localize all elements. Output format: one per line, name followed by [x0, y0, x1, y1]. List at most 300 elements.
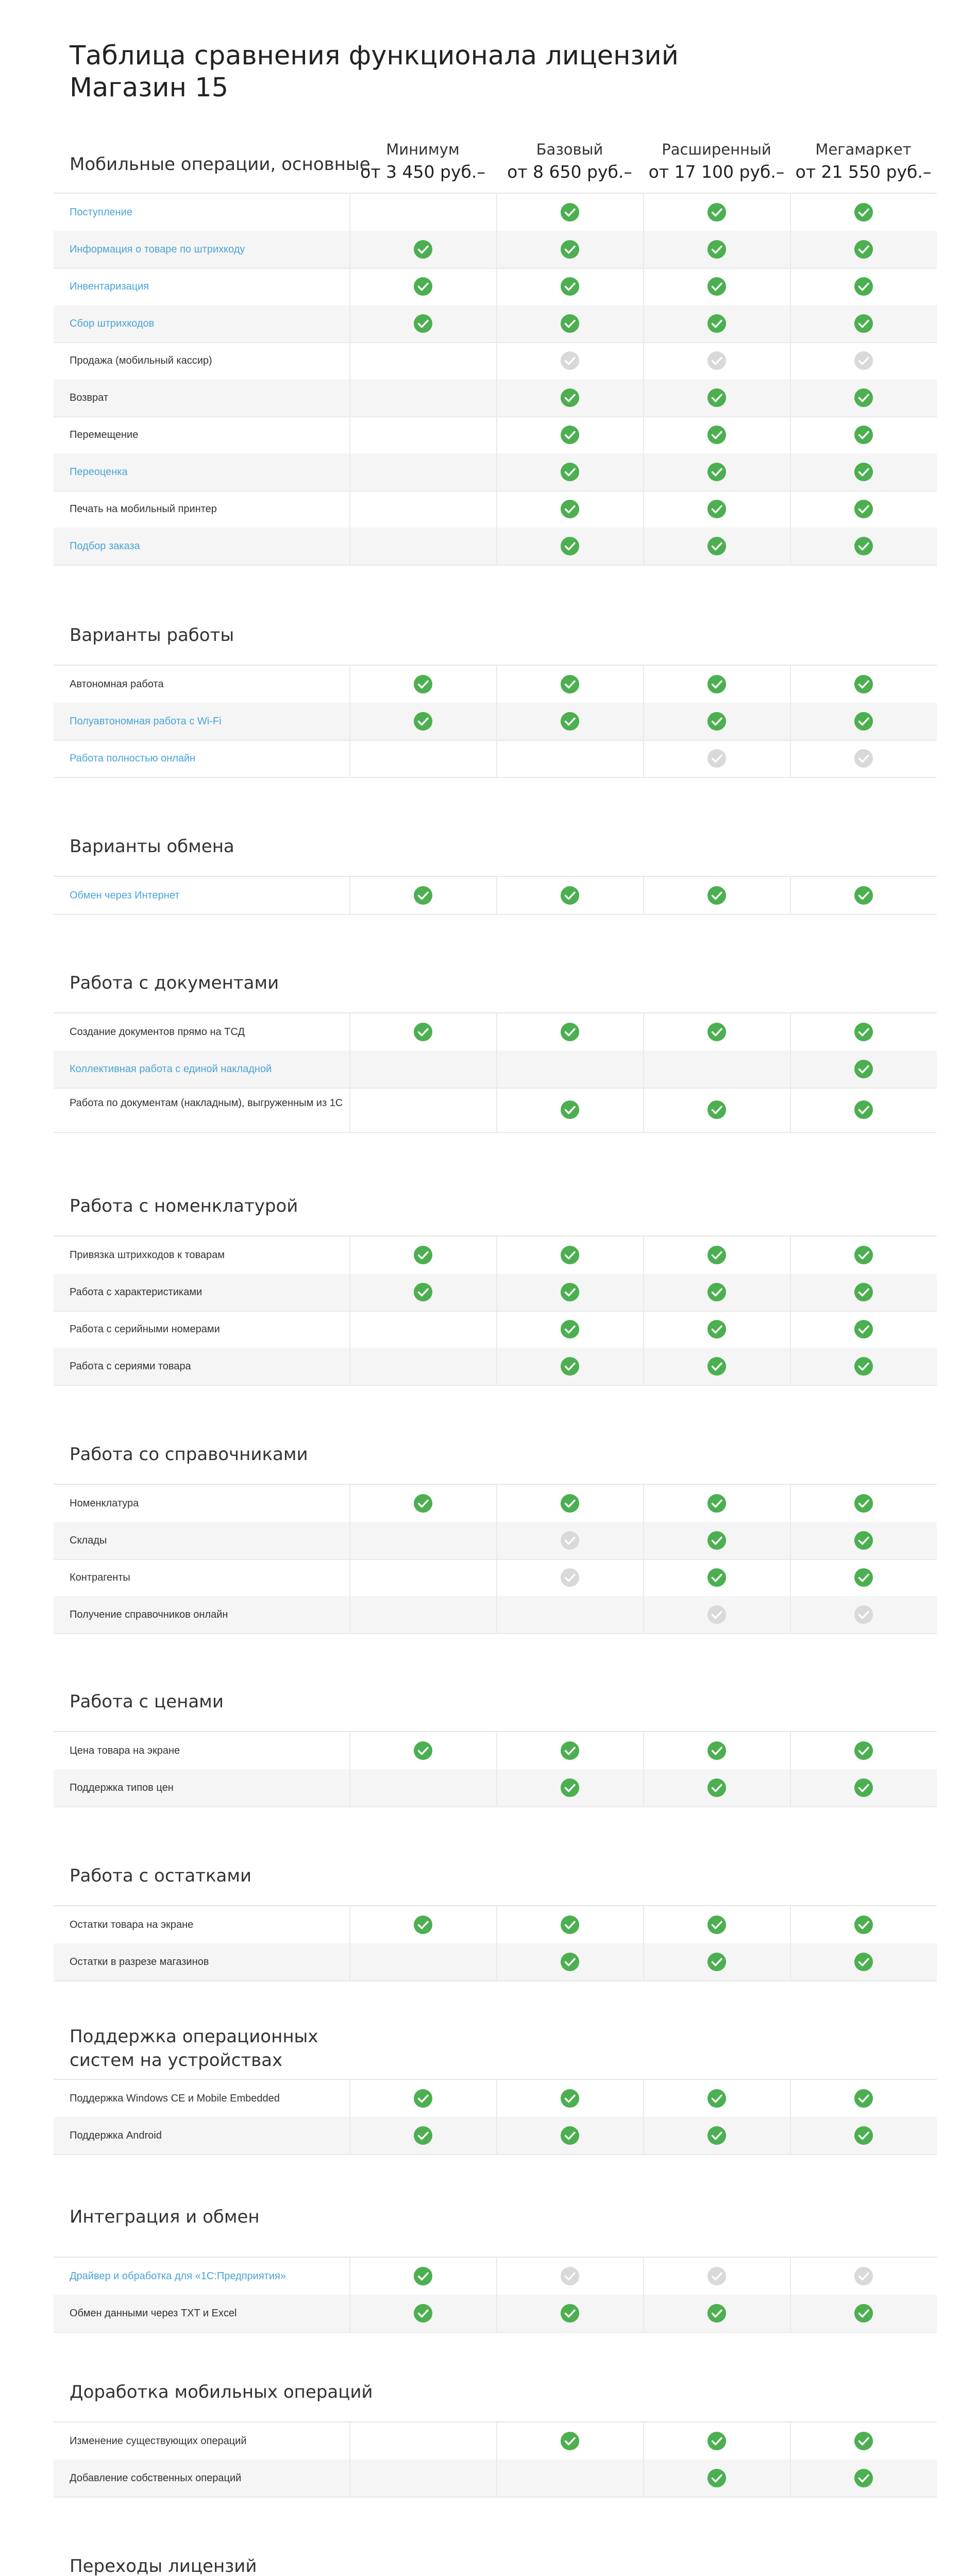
- plan-cell: [349, 1050, 496, 1088]
- table-row: [54, 1050, 937, 1089]
- plan-cell: [496, 194, 643, 231]
- feature-label: Работа с характеристиками: [70, 1286, 203, 1298]
- plan-cell: [496, 231, 643, 268]
- plan-cell: [643, 528, 790, 565]
- check-included-icon: [707, 711, 727, 731]
- check-included-icon: [707, 240, 727, 259]
- plan-price: от 8 650 руб.–: [507, 162, 632, 182]
- section-table: [54, 876, 937, 914]
- plan-cell: [349, 2460, 496, 2497]
- table-row: [54, 1088, 937, 1133]
- feature-label: Контрагенты: [70, 1572, 130, 1583]
- plan-cell: [349, 2422, 496, 2460]
- plan-cell: [643, 1732, 790, 1769]
- plan-cell: [790, 666, 937, 703]
- plan-cell: [643, 2117, 790, 2154]
- feature-label: Номенклатура: [70, 1498, 139, 1509]
- plan-cell: [790, 877, 937, 914]
- plan-cell: [643, 1906, 790, 1943]
- plan-cell: [496, 1522, 643, 1559]
- check-included-icon: [854, 1915, 873, 1935]
- table-row: [54, 1013, 937, 1052]
- feature-label: Обмен данными через TXT и Excel: [70, 2308, 237, 2319]
- check-included-icon: [854, 1741, 873, 1760]
- plan-cell: [790, 1596, 937, 1633]
- plan-cell: [643, 1050, 790, 1088]
- check-included-icon: [413, 1245, 433, 1265]
- check-included-icon: [707, 1778, 727, 1798]
- check-optional-icon: [854, 1605, 873, 1624]
- plan-cell: [496, 453, 643, 490]
- check-included-icon: [560, 1282, 580, 1302]
- check-included-icon: [707, 886, 727, 905]
- feature-link[interactable]: Работа полностью онлайн: [70, 753, 196, 764]
- plan-cell: [349, 703, 496, 740]
- plan-price: от 3 450 руб.–: [360, 162, 485, 182]
- check-included-icon: [854, 1022, 873, 1042]
- plan-cell: [496, 1050, 643, 1088]
- table-row: [54, 2295, 937, 2333]
- check-included-icon: [707, 277, 727, 296]
- plan-extended: [643, 139, 790, 184]
- table-row: [54, 1311, 937, 1349]
- check-included-icon: [560, 462, 580, 482]
- plan-cell: [643, 2080, 790, 2117]
- plan-cell: [349, 2080, 496, 2117]
- check-included-icon: [707, 1282, 727, 1302]
- plan-cell: [790, 342, 937, 379]
- plan-cell: [496, 2117, 643, 2154]
- plan-cell: [643, 1274, 790, 1311]
- check-optional-icon: [560, 1568, 580, 1587]
- plan-cell: [496, 1088, 643, 1132]
- check-included-icon: [854, 1059, 873, 1079]
- plan-cell: [790, 1485, 937, 1522]
- plan-cell: [643, 1596, 790, 1633]
- plan-cell: [496, 379, 643, 416]
- section-title: Работа с документами: [70, 973, 279, 993]
- section-table: [54, 193, 937, 565]
- plan-cell: [349, 305, 496, 342]
- plan-cell: [643, 416, 790, 453]
- table-row: [54, 740, 937, 778]
- table-row: [54, 194, 937, 232]
- check-optional-icon: [854, 749, 873, 768]
- section-title: Интеграция и обмен: [70, 2207, 260, 2227]
- section-title: Мобильные операции, основные: [70, 154, 370, 175]
- check-included-icon: [560, 1915, 580, 1935]
- section-table: [54, 1905, 937, 1980]
- feature-label: Работа с сериями товара: [70, 1361, 191, 1372]
- plan-cell: [643, 305, 790, 342]
- check-included-icon: [854, 711, 873, 731]
- check-included-icon: [707, 1952, 727, 1972]
- table-row: [54, 1906, 937, 1944]
- plan-cell: [349, 1013, 496, 1050]
- plan-cell: [643, 342, 790, 379]
- feature-link[interactable]: Подбор заказа: [70, 540, 140, 552]
- check-included-icon: [854, 388, 873, 408]
- check-included-icon: [707, 462, 727, 482]
- plan-cell: [790, 231, 937, 268]
- plan-cell: [496, 305, 643, 342]
- check-included-icon: [854, 277, 873, 296]
- table-row: [54, 877, 937, 915]
- plan-cell: [790, 1236, 937, 1274]
- table-row: [54, 2422, 937, 2461]
- feature-link[interactable]: Обмен через Интернет: [70, 890, 180, 901]
- plan-cell: [496, 2080, 643, 2117]
- check-included-icon: [707, 1531, 727, 1550]
- plan-cell: [349, 1236, 496, 1274]
- plan-cell: [496, 1311, 643, 1348]
- check-included-icon: [413, 1022, 433, 1042]
- check-included-icon: [854, 1568, 873, 1587]
- plan-cell: [643, 1348, 790, 1385]
- plan-cell: [643, 1236, 790, 1274]
- plan-cell: [790, 1769, 937, 1806]
- plan-cell: [349, 1274, 496, 1311]
- feature-label: Поддержка Windows CE и Mobile Embedded: [70, 2093, 280, 2104]
- plan-cell: [349, 1559, 496, 1596]
- plan-cell: [349, 1088, 496, 1132]
- table-row: [54, 2258, 937, 2296]
- plan-cell: [643, 1943, 790, 1980]
- check-included-icon: [707, 1245, 727, 1265]
- check-included-icon: [854, 1494, 873, 1513]
- feature-label: Изменение существующих операций: [70, 2435, 247, 2447]
- plan-cell: [349, 490, 496, 528]
- check-included-icon: [413, 1741, 433, 1760]
- plan-cell: [349, 231, 496, 268]
- check-included-icon: [560, 711, 580, 731]
- plan-cell: [643, 1013, 790, 1050]
- plan-cell: [790, 703, 937, 740]
- check-included-icon: [707, 536, 727, 556]
- table-row: [54, 2080, 937, 2118]
- plan-cell: [790, 2295, 937, 2332]
- check-included-icon: [707, 388, 727, 408]
- table-row: [54, 416, 937, 454]
- feature-link[interactable]: Драйвер и обработка для «1С:Предприятия»: [70, 2270, 286, 2282]
- plan-cell: [496, 1732, 643, 1769]
- check-included-icon: [707, 1100, 727, 1120]
- plan-cell: [790, 2422, 937, 2460]
- section-table: [54, 1731, 937, 1806]
- feature-label: Поддержка Android: [70, 2130, 162, 2141]
- section-title: Работа с ценами: [70, 1691, 224, 1712]
- check-included-icon: [707, 2126, 727, 2145]
- plan-cell: [496, 740, 643, 777]
- plan-cell: [790, 740, 937, 777]
- table-row: [54, 1732, 937, 1770]
- plan-cell: [790, 2080, 937, 2117]
- check-included-icon: [854, 1245, 873, 1265]
- plan-cell: [496, 1943, 643, 1980]
- feature-link[interactable]: Инвентаризация: [70, 281, 149, 292]
- check-included-icon: [854, 1319, 873, 1339]
- section-title: Поддержка операционных систем на устройствах: [70, 2026, 318, 2071]
- check-included-icon: [854, 240, 873, 259]
- section-table: [54, 2257, 937, 2332]
- feature-label: Работа по документам (накладным), выгруженным из 1С: [70, 1097, 343, 1109]
- feature-label: Цена товара на экране: [70, 1745, 180, 1756]
- section-table: [54, 1012, 937, 1132]
- plan-cell: [643, 1485, 790, 1522]
- section-table: [54, 2421, 937, 2497]
- feature-label: Склады: [70, 1535, 107, 1546]
- plan-cell: [643, 1559, 790, 1596]
- check-included-icon: [854, 425, 873, 445]
- section-title: Работа с остатками: [70, 1866, 252, 1886]
- check-included-icon: [560, 314, 580, 333]
- check-included-icon: [854, 1357, 873, 1376]
- check-included-icon: [560, 277, 580, 296]
- check-included-icon: [560, 2303, 580, 2323]
- feature-link[interactable]: Информация о товаре по штрихкоду: [70, 244, 245, 255]
- check-included-icon: [560, 674, 580, 694]
- feature-link[interactable]: Поступление: [70, 207, 132, 218]
- check-included-icon: [560, 1319, 580, 1339]
- plan-minimum: [349, 139, 496, 184]
- check-optional-icon: [707, 749, 727, 768]
- check-included-icon: [707, 1319, 727, 1339]
- plan-cell: [349, 666, 496, 703]
- check-optional-icon: [560, 2266, 580, 2286]
- feature-label: Продажа (мобильный кассир): [70, 355, 212, 366]
- check-included-icon: [560, 1741, 580, 1760]
- check-included-icon: [854, 886, 873, 905]
- check-included-icon: [560, 499, 580, 519]
- check-included-icon: [707, 2089, 727, 2108]
- check-included-icon: [707, 314, 727, 333]
- plan-cell: [349, 2258, 496, 2295]
- plan-cell: [790, 2460, 937, 2497]
- check-optional-icon: [854, 2266, 873, 2286]
- table-row: [54, 703, 937, 741]
- plan-cell: [643, 1522, 790, 1559]
- plan-cell: [349, 342, 496, 379]
- title-line-1: Таблица сравнения функционала лицензий: [70, 41, 679, 71]
- check-included-icon: [413, 711, 433, 731]
- plan-cell: [349, 740, 496, 777]
- feature-label: Возврат: [70, 392, 108, 403]
- check-optional-icon: [707, 351, 727, 370]
- check-included-icon: [707, 1022, 727, 1042]
- check-included-icon: [560, 536, 580, 556]
- check-included-icon: [854, 2431, 873, 2451]
- check-included-icon: [854, 499, 873, 519]
- plan-cell: [349, 1906, 496, 1943]
- plan-name: Мегамаркет: [815, 141, 912, 158]
- plan-cell: [790, 1050, 937, 1088]
- plan-cell: [496, 416, 643, 453]
- plan-basic: [496, 139, 643, 184]
- check-included-icon: [707, 1915, 727, 1935]
- plan-cell: [790, 1559, 937, 1596]
- table-row: [54, 453, 937, 492]
- plan-cell: [790, 453, 937, 490]
- check-included-icon: [707, 2303, 727, 2323]
- plan-cell: [790, 194, 937, 231]
- section-title: Работа с номенклатурой: [70, 1196, 298, 1216]
- plan-cell: [790, 416, 937, 453]
- plan-cell: [496, 703, 643, 740]
- section-title: Работа со справочниками: [70, 1444, 308, 1465]
- check-included-icon: [413, 2126, 433, 2145]
- section-table: [54, 665, 937, 777]
- plan-cell: [496, 1596, 643, 1633]
- section-title: Переходы лицензий: [70, 2556, 257, 2576]
- plan-cell: [496, 1348, 643, 1385]
- feature-label: Печать на мобильный принтер: [70, 503, 217, 515]
- check-included-icon: [413, 314, 433, 333]
- page-title: [70, 40, 679, 104]
- check-included-icon: [560, 2126, 580, 2145]
- check-included-icon: [707, 202, 727, 222]
- feature-label: Работа с серийными номерами: [70, 1324, 220, 1335]
- check-included-icon: [854, 462, 873, 482]
- plan-cell: [790, 1348, 937, 1385]
- check-included-icon: [560, 886, 580, 905]
- check-included-icon: [707, 674, 727, 694]
- feature-label: Перемещение: [70, 429, 139, 440]
- check-included-icon: [413, 1282, 433, 1302]
- table-row: [54, 231, 937, 269]
- check-included-icon: [854, 2303, 873, 2323]
- plan-cell: [349, 1311, 496, 1348]
- plan-cell: [496, 2422, 643, 2460]
- check-included-icon: [707, 1568, 727, 1587]
- feature-label: Привязка штрихкодов к товарам: [70, 1249, 225, 1261]
- plan-cell: [643, 2460, 790, 2497]
- plan-cell: [349, 1596, 496, 1633]
- plan-cell: [790, 1906, 937, 1943]
- plan-cell: [496, 268, 643, 305]
- plan-cell: [496, 490, 643, 528]
- plan-cell: [496, 1769, 643, 1806]
- plan-name: Минимум: [386, 141, 460, 158]
- plan-cell: [349, 1732, 496, 1769]
- feature-label: Создание документов прямо на ТСД: [70, 1026, 245, 1038]
- check-included-icon: [413, 1494, 433, 1513]
- check-included-icon: [560, 240, 580, 259]
- check-included-icon: [854, 314, 873, 333]
- section-title: Варианты работы: [70, 625, 234, 646]
- plan-cell: [349, 877, 496, 914]
- plan-cell: [349, 1522, 496, 1559]
- table-row: [54, 1274, 937, 1312]
- section-title: Доработка мобильных операций: [70, 2382, 373, 2402]
- check-included-icon: [854, 2468, 873, 2488]
- check-optional-icon: [560, 1531, 580, 1550]
- plan-cell: [643, 268, 790, 305]
- check-included-icon: [560, 388, 580, 408]
- plan-cell: [496, 1906, 643, 1943]
- plan-cell: [349, 1348, 496, 1385]
- plan-cell: [643, 666, 790, 703]
- plan-cell: [643, 453, 790, 490]
- feature-link[interactable]: Переоценка: [70, 466, 128, 478]
- table-row: [54, 2117, 937, 2155]
- check-included-icon: [560, 2089, 580, 2108]
- plan-cell: [349, 268, 496, 305]
- plan-cell: [790, 1013, 937, 1050]
- check-included-icon: [854, 674, 873, 694]
- check-included-icon: [854, 1952, 873, 1972]
- check-included-icon: [707, 2431, 727, 2451]
- check-included-icon: [707, 425, 727, 445]
- table-row: [54, 490, 937, 529]
- table-row: [54, 379, 937, 417]
- plan-cell: [496, 528, 643, 565]
- check-included-icon: [560, 1778, 580, 1798]
- plan-cell: [496, 1274, 643, 1311]
- plan-price: от 21 550 руб.–: [795, 162, 932, 182]
- plan-cell: [790, 1943, 937, 1980]
- table-row: [54, 1522, 937, 1560]
- plan-cell: [496, 2295, 643, 2332]
- plan-cell: [349, 1943, 496, 1980]
- plan-price: от 17 100 руб.–: [648, 162, 785, 182]
- plan-cell: [349, 1485, 496, 1522]
- plan-cell: [349, 379, 496, 416]
- table-row: [54, 2460, 937, 2498]
- plan-megamarket: [790, 139, 937, 184]
- feature-link[interactable]: Сбор штрихкодов: [70, 318, 155, 329]
- plan-cell: [496, 2258, 643, 2295]
- plan-cell: [790, 305, 937, 342]
- check-optional-icon: [560, 351, 580, 370]
- check-included-icon: [560, 2431, 580, 2451]
- table-row: [54, 305, 937, 343]
- section-table: [54, 1235, 937, 1385]
- check-included-icon: [560, 1357, 580, 1376]
- check-included-icon: [854, 536, 873, 556]
- plan-cell: [496, 1559, 643, 1596]
- plan-name: Расширенный: [662, 141, 771, 158]
- check-included-icon: [413, 886, 433, 905]
- plan-cell: [790, 379, 937, 416]
- plan-cell: [643, 379, 790, 416]
- plan-cell: [790, 490, 937, 528]
- table-row: [54, 268, 937, 306]
- table-row: [54, 1236, 937, 1275]
- check-included-icon: [707, 2468, 727, 2488]
- check-included-icon: [560, 1100, 580, 1120]
- plan-cell: [349, 1769, 496, 1806]
- feature-link[interactable]: Полуавтономная работа с Wi-Fi: [70, 716, 222, 727]
- plan-cell: [790, 268, 937, 305]
- plan-cell: [790, 528, 937, 565]
- check-included-icon: [413, 2303, 433, 2323]
- table-row: [54, 1348, 937, 1386]
- plan-header: [349, 139, 937, 191]
- plan-cell: [790, 1522, 937, 1559]
- table-row: [54, 342, 937, 380]
- plan-cell: [643, 490, 790, 528]
- check-included-icon: [560, 425, 580, 445]
- plan-cell: [643, 2258, 790, 2295]
- table-row: [54, 1559, 937, 1597]
- check-included-icon: [707, 1357, 727, 1376]
- table-row: [54, 666, 937, 704]
- plan-cell: [643, 194, 790, 231]
- check-included-icon: [854, 1100, 873, 1120]
- plan-cell: [643, 231, 790, 268]
- feature-link[interactable]: Коллективная работа с единой накладной: [70, 1063, 272, 1075]
- plan-cell: [643, 2422, 790, 2460]
